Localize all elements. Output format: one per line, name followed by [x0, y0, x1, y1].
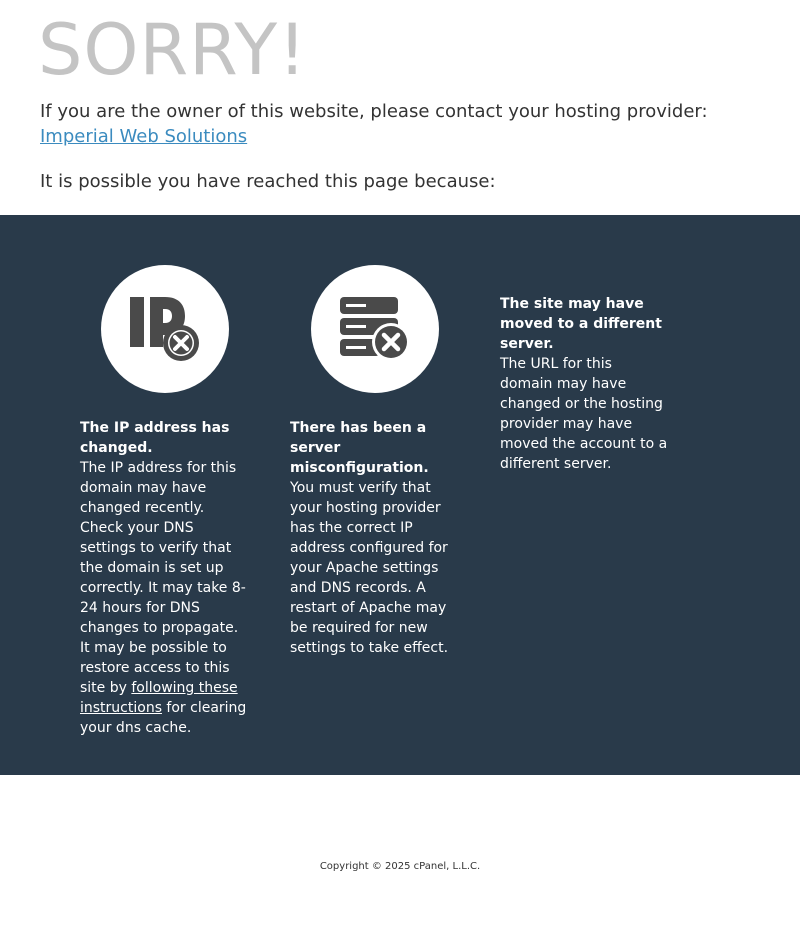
reason-body: The URL for this domain may have changed or the hosting provider may have moved the account to a different server. — [500, 356, 668, 472]
reasons-band — [0, 215, 800, 775]
page-title: SORRY! — [38, 9, 308, 91]
reason-body — [80, 458, 248, 738]
server-error-icon — [338, 295, 412, 363]
hosting-provider-link[interactable]: Imperial Web Solutions — [40, 126, 248, 147]
header-section — [0, 0, 800, 215]
copyright-footer: Copyright © 2025 cPanel, L.L.C. — [319, 861, 481, 872]
reason-body-text: The IP address for this domain may have changed recently. Check your DNS settings to verify that the domain is set up correctly. It may take 8-24 hours for DNS changes to propagate. It may be possible to restore access to this site by — [80, 460, 246, 696]
reason-title: There has been a server misconfiguration. — [290, 420, 429, 476]
ip-error-icon-circle — [101, 265, 229, 393]
reason-site-moved — [500, 294, 668, 474]
reason-body: You must verify that your hosting provider has the correct IP address configured for your Apache settings and DNS records. A restart of Apache may be required for new settings to take effect. — [290, 480, 449, 656]
reason-body-end: for clearing your dns cache. — [80, 700, 247, 736]
reason-ip-changed — [80, 265, 248, 738]
owner-message-text: If you are the owner of this website, please contact your hosting provider: — [40, 101, 708, 122]
dns-instructions-link[interactable]: following these instructions — [80, 680, 238, 716]
owner-message — [40, 99, 708, 149]
reason-title: The IP address has changed. — [80, 420, 230, 456]
reason-title: The site may have moved to a different server. — [500, 296, 662, 352]
server-error-icon-circle — [311, 265, 439, 393]
ip-error-icon — [129, 296, 201, 362]
reason-intro: It is possible you have reached this page because: — [40, 171, 496, 192]
reason-server-misconfiguration — [290, 265, 458, 658]
